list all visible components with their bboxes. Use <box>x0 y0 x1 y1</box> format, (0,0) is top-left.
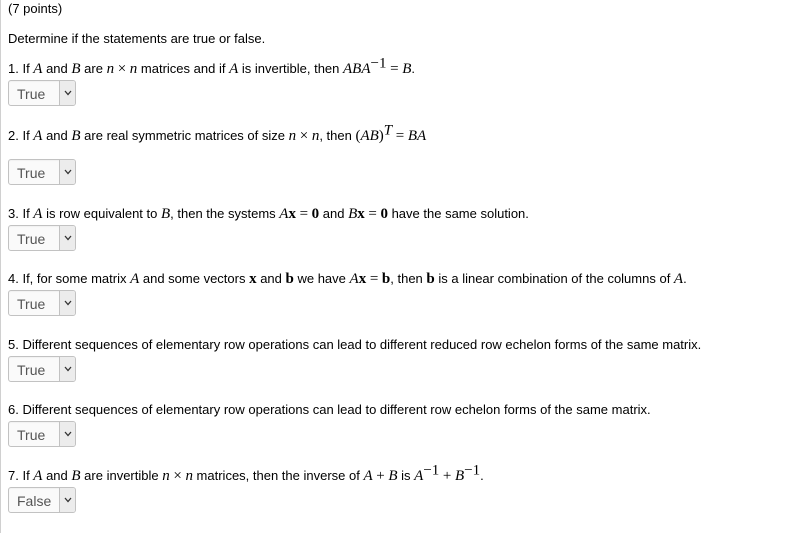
question-text: Different sequences of elementary row operations can lead to different row echelon forms of the same matrix. <box>22 402 651 417</box>
answer-select-7[interactable] <box>8 487 76 513</box>
dropdown-button[interactable] <box>59 81 75 105</box>
selected-value: True <box>17 86 46 102</box>
dropdown-button[interactable] <box>59 226 75 250</box>
chevron-down-icon <box>64 90 72 96</box>
answer-select-1[interactable] <box>8 80 76 106</box>
question-number: 6. <box>8 402 19 417</box>
selected-value: True <box>17 296 46 312</box>
answer-select-3[interactable] <box>8 225 76 251</box>
chevron-down-icon <box>64 235 72 241</box>
answer-select-4[interactable] <box>8 290 76 316</box>
left-border <box>0 0 1 533</box>
question-number: 5. <box>8 337 19 352</box>
question-number: 2. <box>8 128 19 143</box>
question-number: 1. <box>8 61 19 76</box>
points-label: (7 points) <box>8 1 63 16</box>
question-text: Different sequences of elementary row operations can lead to different reduced row echelon forms of the same matrix. <box>22 337 702 352</box>
selected-value: True <box>17 427 46 443</box>
selected-value: True <box>17 231 46 247</box>
selected-value: True <box>17 165 46 181</box>
chevron-down-icon <box>64 300 72 306</box>
question-number: 7. <box>8 468 19 483</box>
question-4: 4. If, for some matrix A and some vectors x and b we have Ax = b, then b is a linear combination of the columns of A. <box>8 271 687 287</box>
dropdown-button[interactable] <box>59 422 75 446</box>
question-6 <box>8 402 651 418</box>
dropdown-button[interactable] <box>59 488 75 512</box>
answer-select-2[interactable] <box>8 159 76 185</box>
question-3: 3. If A is row equivalent to B, then the systems Ax = 0 and Bx = 0 have the same solution. <box>8 206 529 222</box>
answer-select-6[interactable] <box>8 421 76 447</box>
chevron-down-icon <box>64 366 72 372</box>
question-number: 4. <box>8 271 19 286</box>
question-1: 1. If A and B are n × n matrices and if A is invertible, then $ABA^{-1} = B$. <box>8 55 415 77</box>
instructions: Determine if the statements are true or false. <box>8 31 266 46</box>
dropdown-button[interactable] <box>59 291 75 315</box>
selected-value: False <box>17 493 52 509</box>
chevron-down-icon <box>64 431 72 437</box>
chevron-down-icon <box>64 497 72 503</box>
question-2: 2. If A and B are real symmetric matrices of size n × n, then (AB)$^T$ = BA <box>8 122 427 144</box>
selected-value: True <box>17 362 46 378</box>
question-5 <box>8 337 701 353</box>
question-number: 3. <box>8 206 19 221</box>
dropdown-button[interactable] <box>59 357 75 381</box>
chevron-down-icon <box>64 169 72 175</box>
dropdown-button[interactable] <box>59 160 75 184</box>
question-7: 7. If A and B are invertible n × n matrices, then the inverse of A + B is $A^{-1} + B^{-1}$. <box>8 462 484 484</box>
answer-select-5[interactable] <box>8 356 76 382</box>
